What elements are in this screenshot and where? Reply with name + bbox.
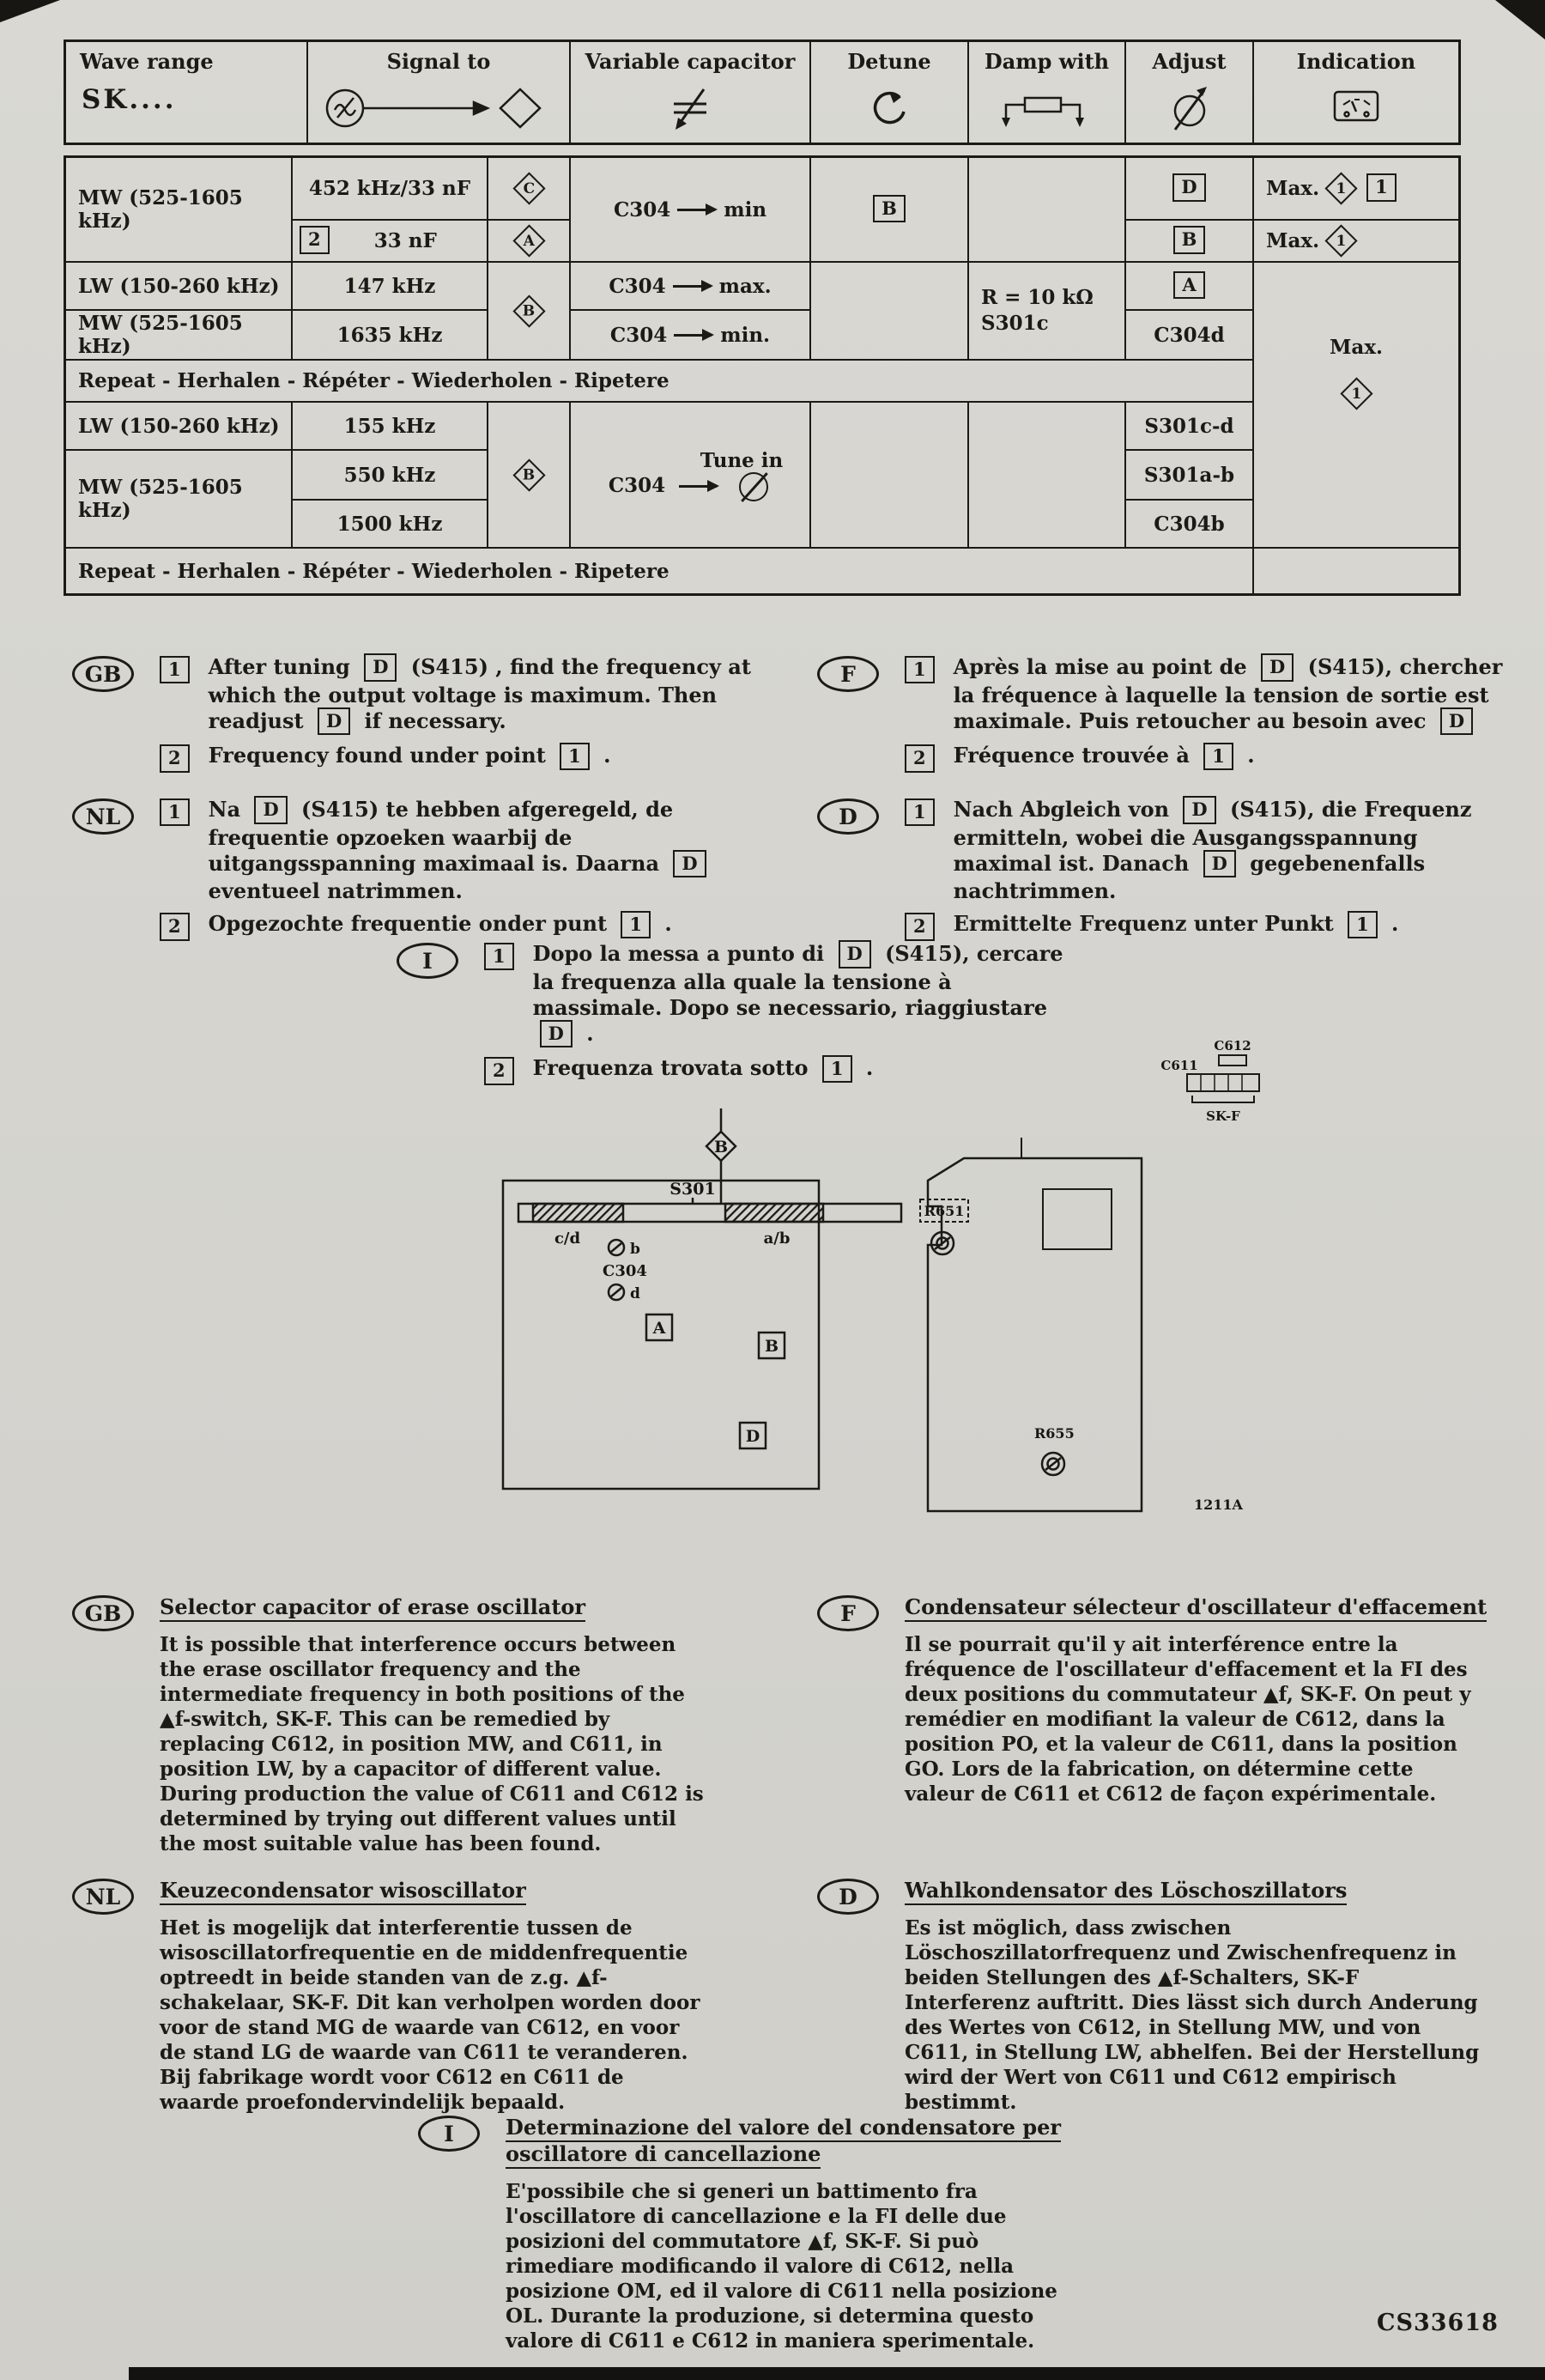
tune-line: C304 [609, 472, 772, 501]
instruction-item [160, 911, 758, 940]
instruction-item [160, 797, 758, 904]
cell-wave-range: LW (150-260 kHz) [66, 403, 293, 451]
note-body: Het is mogelijk dat interferentie tussen de wisoscillatorfrequentie en de middenfrequentie optreedt in beide standen van de z.g. ▲f-schakelaar, SK-F. Dit kan verholpen worden door voor de stand MG de waarde van C612, en voor de stand LG de waarde van C611 te veranderen. Bij fabrikage wordt voor C612 en C611 de waarde proefondervindelijk bepaald. [160, 1916, 700, 2114]
c612-component [1219, 1055, 1246, 1066]
cell-signal-point: A [488, 221, 571, 263]
pcb-adjustment-diagram [494, 1035, 1266, 1533]
wave-range-value: SK.... [82, 84, 177, 115]
cell-variable-capacitor: C304 max. [571, 263, 811, 311]
scan-artifact-corner [0, 0, 60, 22]
cell-frequency: 155 kHz [293, 403, 488, 451]
c304-label: C304 [603, 1262, 647, 1280]
column-label: Variable capacitor [585, 49, 796, 74]
language-badge-gb: GB [72, 656, 134, 692]
cell-indication-empty [1254, 549, 1458, 593]
cell-detune-empty [811, 403, 969, 549]
instruction-item [905, 797, 1503, 904]
step-number: 1 [905, 798, 935, 826]
cell-signal-point: B [488, 403, 571, 549]
cell-frequency: 1635 kHz [293, 311, 488, 361]
alignment-table [64, 155, 1461, 596]
cell-indication: Max. 1 1 [1254, 158, 1458, 221]
language-badge-f: F [817, 656, 879, 692]
instruction-text: Après la mise au point de D (S415), chercher la fréquence à laquelle la tension de sortie est maximale. Puis retoucher au besoin avec D [954, 654, 1503, 736]
box-d-label: D [745, 1427, 760, 1446]
language-badge-d: D [817, 798, 879, 835]
cell-variable-capacitor: C304 min [571, 158, 811, 263]
language-badge-f: F [817, 1595, 879, 1631]
instruction-text: Opgezochte frequentie onder punt 1 . [209, 911, 758, 939]
cell-signal-point: B [488, 263, 571, 361]
tune-in-label: Tune in [700, 448, 784, 472]
frequency-value: 33 nF [373, 229, 437, 252]
note-heading: Selector capacitor of erase oscillator [160, 1594, 585, 1622]
cell-frequency: 1500 kHz [293, 501, 488, 549]
cell-repeat-row: Repeat - Herhalen - Répéter - Wiederholen - Ripetere [66, 361, 1254, 403]
column-label: Damp with [984, 49, 1110, 74]
cell-detune-empty [811, 263, 969, 361]
note-nl [72, 1877, 709, 2115]
language-badge-i: I [397, 943, 458, 979]
signal-generator-icon [308, 74, 569, 143]
cell-indication: Max. 1 [1254, 221, 1458, 263]
note-body: E'possibile che si generi un battimento fra l'oscillatore di cancellazione e la FI delle due posizioni del commutatore ▲f, SK-F. Si può rimediare modificando il valore di C612, nella posizione OM, ed il valore di C611 nella posizione OL. Durante la produzione, si determina questo valore di C611 e C612 in maniera sperimentale. [506, 2180, 1057, 2353]
s301-label: S301 [670, 1180, 716, 1199]
trimmer-b-label: b [630, 1241, 640, 1258]
indication-diamond: 1 [1335, 381, 1378, 406]
pad-area [1043, 1189, 1112, 1249]
instruction-item [905, 911, 1503, 940]
instruction-text: Frequenza trovata sotto 1 . [533, 1055, 1082, 1084]
instruction-text: Dopo la messa a punto di D (S415), cercare la frequenza alla quale la tensione à massimale. Dopo se necessario, riaggiustare D . [533, 941, 1082, 1048]
legend-col-indication [1254, 42, 1458, 143]
instruction-text: After tuning D (S415) , find the frequency at which the output voltage is maximum. Then readjust D if necessary. [209, 654, 758, 736]
note-gb [72, 1594, 709, 1856]
cell-adjust: C304d [1126, 311, 1254, 361]
damp-switch-ref: S301c [981, 312, 1049, 335]
cell-variable-capacitor-tune [571, 403, 811, 549]
note-f [817, 1594, 1488, 1806]
instructions-f [817, 654, 1503, 773]
cell-wave-range: LW (150-260 kHz) [66, 263, 293, 311]
note-body: Il se pourrait qu'il y ait interférence entre la fréquence de l'oscillateur d'effacement et la FI des deux positions du commutateur ▲f, SK-F. On peut y remédier en modifiant la valeur de C612, dans la position PO, et la valeur de C611, dans la position GO. Lors de la fabrication, on détermine cette valeur de C611 et C612 de façon expérimentale. [905, 1633, 1471, 1806]
step-number: 1 [484, 943, 514, 970]
document-code: CS33618 [1377, 2310, 1499, 2336]
note-body: It is possible that interference occurs between the erase oscillator frequency and the intermediate frequency in both positions of the ▲f-switch, SK-F. This can be remedied by replacing C612, in position MW, and C611, in position LW, by a capacitor of different value. During production the value of C611 and C612 is determined by trying out different values until the most suitable value has been found. [160, 1633, 704, 1855]
box-a-label: A [652, 1319, 666, 1338]
column-label: Adjust [1152, 49, 1227, 74]
note-heading: Keuzecondensator wisoscillator [160, 1878, 526, 1905]
note-heading: Condensateur sélecteur d'oscillateur d'effacement [905, 1594, 1487, 1622]
cell-damp-empty [969, 403, 1126, 549]
instructions-d [817, 797, 1503, 941]
cell-adjust: D [1126, 158, 1254, 221]
step-number: 2 [905, 913, 935, 940]
skf-bracket [1192, 1096, 1254, 1102]
indication-text: Max. [1329, 335, 1384, 359]
step-number: 1 [160, 656, 190, 683]
cell-adjust: S301a-b [1126, 451, 1254, 501]
step-number: 2 [484, 1057, 514, 1084]
damp-resistor-value: R = 10 kΩ [981, 286, 1094, 310]
cell-damp-with [969, 263, 1126, 361]
shaft-coil-section [725, 1204, 823, 1222]
legend-table [64, 39, 1461, 145]
c611-component [1187, 1074, 1259, 1091]
scan-artifact-bottom-bar [129, 2367, 1545, 2380]
legend-col-adjust [1126, 42, 1254, 143]
instruction-text: Na D (S415) te hebben afgeregeld, de frequentie opzoeken waarbij de uitgangsspanning maximaal is. Daarna D eventueel natrimmen. [209, 797, 758, 904]
instruction-text: Frequency found under point 1 . [209, 743, 758, 771]
cell-frequency: 452 kHz/33 nF [293, 158, 488, 221]
instruction-item [160, 743, 758, 772]
cell-frequency: 550 kHz [293, 451, 488, 501]
language-badge-d: D [817, 1879, 879, 1915]
legend-col-variable-capacitor [571, 42, 811, 143]
legend-col-wave-range [66, 42, 308, 143]
shaft-cd-label: c/d [554, 1229, 581, 1248]
c611-label: C611 [1160, 1058, 1198, 1073]
language-badge-nl: NL [72, 1879, 134, 1915]
note-d [817, 1877, 1488, 2115]
legend-col-signal-to [308, 42, 571, 143]
cell-adjust: S301c-d [1126, 403, 1254, 451]
skf-label: SK-F [1206, 1108, 1240, 1124]
step-number: 2 [160, 744, 190, 772]
step-number: 1 [160, 798, 190, 826]
column-label: Signal to [386, 49, 491, 74]
column-label: Wave range [80, 49, 214, 74]
footnote-number: 2 [300, 226, 330, 253]
board-id-label: 1211A [1194, 1497, 1243, 1513]
r655-label: R655 [1034, 1425, 1075, 1442]
variable-capacitor-icon [571, 74, 809, 143]
step-number: 2 [905, 744, 935, 772]
column-label: Indication [1296, 49, 1416, 74]
language-badge-nl: NL [72, 798, 134, 835]
trimmer-d-label: d [630, 1285, 640, 1302]
cell-wave-range: MW (525-1605 kHz) [66, 451, 293, 549]
instructions-gb [72, 654, 758, 773]
language-badge-i: I [418, 2116, 480, 2152]
note-heading: Wahlkondensator des Löschoszillators [905, 1878, 1347, 1905]
cell-signal-point: C [488, 158, 571, 221]
c612-label: C612 [1214, 1038, 1251, 1053]
damping-resistor-icon [969, 74, 1124, 143]
language-badge-gb: GB [72, 1595, 134, 1631]
column-label: Detune [847, 49, 931, 74]
instruction-item [160, 654, 758, 736]
note-body: Es ist möglich, dass zwischen Löschoszillatorfrequenz und Zwischenfrequenz in beiden Stellungen des ▲f-Schalters, SK-F Interferenz auftritt. Dies lässt sich durch Anderung des Wertes von C612, in Stellung MW, und von C611, in Stellung LW, abhelfen. Bei der Herstellung wird der Wert von C611 und C612 empirisch bestimmt. [905, 1916, 1480, 2114]
instructions-nl [72, 797, 758, 941]
pointer-label: B [713, 1138, 729, 1157]
meter-indication-icon [1254, 74, 1458, 143]
cell-detune: B [811, 158, 969, 263]
cell-damp-empty [969, 158, 1126, 263]
instruction-item [905, 743, 1503, 772]
instruction-text: Ermittelte Frequenz unter Punkt 1 . [954, 911, 1503, 939]
box-b-label: B [764, 1337, 779, 1356]
legend-col-detune [811, 42, 969, 143]
cell-indication-max [1254, 263, 1458, 549]
shaft-coil-section [533, 1204, 623, 1222]
note-heading: Determinazione del valore del condensatore per oscillatore di cancellazione [506, 2115, 1061, 2169]
cell-variable-capacitor: C304 min. [571, 311, 811, 361]
adjust-trimmer-icon [1126, 74, 1252, 143]
cell-adjust: C304b [1126, 501, 1254, 549]
note-i [418, 2114, 1072, 2353]
scan-artifact-corner [1495, 0, 1545, 39]
instruction-item [905, 654, 1503, 736]
instruction-text: Fréquence trouvée à 1 . [954, 743, 1503, 771]
cell-adjust: B [1126, 221, 1254, 263]
shaft-ab-label: a/b [763, 1229, 791, 1248]
cell-adjust: A [1126, 263, 1254, 311]
cell-wave-range: MW (525-1605 kHz) [66, 158, 293, 263]
instruction-item [484, 941, 1082, 1048]
instruction-text: Nach Abgleich von D (S415), die Frequenz ermitteln, wobei die Ausgangsspannung maximal ist. Danach D gegebenenfalls nachtrimmen. [953, 797, 1472, 904]
cell-wave-range: MW (525-1605 kHz) [66, 311, 293, 361]
cell-frequency [293, 221, 488, 263]
cell-repeat-row: Repeat - Herhalen - Répéter - Wiederholen - Ripetere [66, 549, 1254, 593]
legend-col-damp-with [969, 42, 1126, 143]
step-number: 1 [905, 656, 935, 683]
r651-label: R651 [924, 1203, 965, 1219]
step-number: 2 [160, 913, 190, 940]
detune-icon [811, 74, 967, 143]
cell-frequency: 147 kHz [293, 263, 488, 311]
